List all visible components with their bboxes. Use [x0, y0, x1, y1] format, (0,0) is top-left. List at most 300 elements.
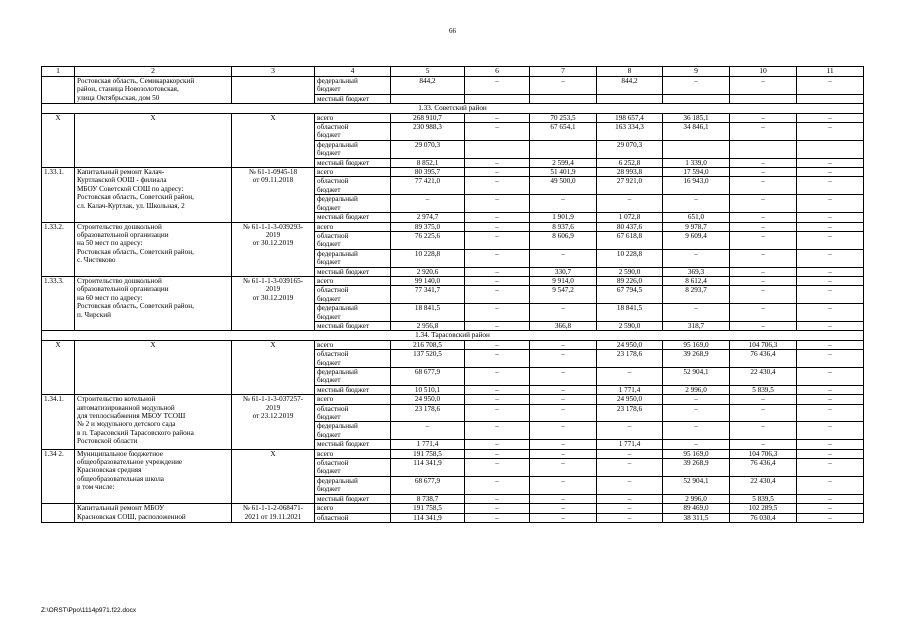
value-cell	[530, 94, 597, 103]
value-cell: –	[797, 195, 864, 213]
document-number: Х	[232, 449, 315, 503]
value-cell: 9 609,4	[663, 231, 730, 249]
value-cell: –	[663, 422, 730, 440]
funding-source: федеральный бюджет	[315, 476, 391, 494]
funding-source: местный бюджет	[315, 385, 391, 394]
document-number: № 61-1-1-3-039293- 2019 от 30.12.2019	[232, 222, 315, 276]
value-cell: –	[465, 440, 530, 449]
value-cell: 1 901,9	[530, 213, 597, 222]
value-cell: 51 401,9	[530, 168, 597, 177]
value-cell: –	[530, 340, 597, 349]
value-cell: 2 590,0	[597, 267, 663, 276]
value-cell	[797, 140, 864, 158]
value-cell: –	[797, 513, 864, 522]
value-cell: 36 185,1	[663, 113, 730, 122]
value-cell: 76 225,6	[391, 231, 465, 249]
value-cell: 191 758,5	[391, 449, 465, 458]
value-cell: 52 904,1	[663, 368, 730, 386]
value-cell: –	[663, 395, 730, 404]
funding-source: областной бюджет	[315, 350, 391, 368]
funding-source: федеральный бюджет	[315, 304, 391, 322]
value-cell: –	[730, 177, 797, 195]
value-cell: –	[730, 249, 797, 267]
item-number: 1.34.1.	[42, 395, 75, 449]
value-cell: 80 437,6	[597, 222, 663, 231]
value-cell: –	[663, 195, 730, 213]
value-cell: 89 375,0	[391, 222, 465, 231]
value-cell: 49 500,0	[530, 177, 597, 195]
funding-source: всего	[315, 504, 391, 513]
value-cell: –	[730, 123, 797, 141]
value-cell: 67 794,5	[597, 286, 663, 304]
funding-source: местный бюджет	[315, 213, 391, 222]
value-cell: –	[797, 385, 864, 394]
value-cell: 1 771,4	[597, 440, 663, 449]
document-number: № 61-1-1-2-068471- 2021 от 19.11.2021	[232, 504, 315, 523]
budget-table	[41, 66, 864, 523]
value-cell: –	[797, 267, 864, 276]
value-cell: –	[465, 340, 530, 349]
value-cell	[730, 94, 797, 103]
value-cell: 67 618,8	[597, 231, 663, 249]
value-cell: 114 341,9	[391, 459, 465, 477]
value-cell: –	[597, 494, 663, 503]
document-number: № 61-1-0945-18 от 09.11.2018	[232, 168, 315, 222]
value-cell: –	[465, 213, 530, 222]
funding-source: всего	[315, 395, 391, 404]
funding-source: всего	[315, 113, 391, 122]
value-cell: 216 708,5	[391, 340, 465, 349]
value-cell: 24 950,0	[597, 340, 663, 349]
value-cell: –	[730, 195, 797, 213]
section-title: 1.33. Советский район	[42, 104, 864, 113]
value-cell: –	[663, 304, 730, 322]
value-cell: 1 771,4	[391, 440, 465, 449]
value-cell: –	[530, 440, 597, 449]
value-cell: 68 677,9	[391, 368, 465, 386]
value-cell: –	[530, 249, 597, 267]
item-number: 1.34 2.	[42, 449, 75, 503]
value-cell	[663, 94, 730, 103]
value-cell: –	[663, 404, 730, 422]
column-header-7: 7	[530, 67, 597, 77]
funding-source: областной бюджет	[315, 177, 391, 195]
value-cell: –	[730, 168, 797, 177]
funding-source: областной бюджет	[315, 459, 391, 477]
value-cell: –	[530, 494, 597, 503]
value-cell: –	[730, 231, 797, 249]
value-cell: –	[797, 504, 864, 513]
value-cell: –	[730, 440, 797, 449]
value-cell: –	[797, 113, 864, 122]
value-cell: 9 547,2	[530, 286, 597, 304]
funding-source: федеральный бюджет	[315, 77, 391, 95]
item-number	[42, 504, 75, 523]
column-header-6: 6	[465, 67, 530, 77]
value-cell: –	[465, 249, 530, 267]
value-cell: –	[530, 504, 597, 513]
value-cell: –	[797, 249, 864, 267]
value-cell: –	[597, 368, 663, 386]
value-cell: 8 293,7	[663, 286, 730, 304]
value-cell: 77 341,7	[391, 286, 465, 304]
value-cell: –	[465, 222, 530, 231]
column-header-8: 8	[597, 67, 663, 77]
value-cell: –	[797, 494, 864, 503]
object-name: Капитальный ремонт Калач- Куртлакской ООШ - филиала МБОУ Советской СОШ по адресу: Ростовская область, Советский район, сл. Калач-Куртлак, ул. Школьная, 2	[75, 168, 232, 222]
value-cell: –	[465, 449, 530, 458]
value-cell: –	[391, 422, 465, 440]
value-cell: –	[465, 267, 530, 276]
value-cell: –	[663, 440, 730, 449]
value-cell: 102 289,5	[730, 504, 797, 513]
value-cell: –	[797, 213, 864, 222]
value-cell: –	[530, 195, 597, 213]
value-cell: –	[465, 195, 530, 213]
funding-source: областной бюджет	[315, 404, 391, 422]
value-cell: –	[797, 476, 864, 494]
value-cell: –	[465, 350, 530, 368]
value-cell: 29 070,3	[391, 140, 465, 158]
value-cell: –	[465, 395, 530, 404]
value-cell: –	[465, 158, 530, 167]
value-cell: 76 436,4	[730, 350, 797, 368]
value-cell: 10 510,1	[391, 385, 465, 394]
object-name: Ростовская область, Семикаракорский район, станица Новозолотовская, улица Октябрьская, дом 50	[75, 77, 232, 104]
value-cell: 2 956,8	[391, 321, 465, 330]
value-cell: –	[465, 459, 530, 477]
value-cell: –	[465, 286, 530, 304]
value-cell: 38 311,5	[663, 513, 730, 522]
value-cell: 68 677,9	[391, 476, 465, 494]
value-cell: 5 839,5	[730, 385, 797, 394]
funding-source: областной	[315, 513, 391, 522]
value-cell	[465, 140, 530, 158]
value-cell: –	[730, 213, 797, 222]
value-cell	[663, 140, 730, 158]
column-header-11: 11	[797, 67, 864, 77]
value-cell: 2 996,0	[663, 494, 730, 503]
value-cell: 369,3	[663, 267, 730, 276]
value-cell: –	[797, 77, 864, 95]
value-cell: –	[730, 158, 797, 167]
item-number: Х	[42, 340, 75, 394]
value-cell: –	[663, 249, 730, 267]
value-cell: 17 594,0	[663, 168, 730, 177]
value-cell: 23 178,6	[597, 404, 663, 422]
value-cell: 844,2	[597, 77, 663, 95]
value-cell: 230 988,3	[391, 123, 465, 141]
funding-source: федеральный бюджет	[315, 195, 391, 213]
value-cell: –	[730, 267, 797, 276]
document-number: Х	[232, 113, 315, 167]
value-cell: –	[597, 513, 663, 522]
value-cell: 80 395,7	[391, 168, 465, 177]
value-cell: 10 228,8	[391, 249, 465, 267]
value-cell: 6 252,8	[597, 158, 663, 167]
document-number	[232, 77, 315, 104]
value-cell: 99 140,0	[391, 276, 465, 285]
budget-table-container	[41, 66, 863, 523]
value-cell: –	[465, 494, 530, 503]
value-cell: –	[797, 459, 864, 477]
value-cell: –	[530, 77, 597, 95]
value-cell: 29 070,3	[597, 140, 663, 158]
value-cell: –	[465, 476, 530, 494]
value-cell: –	[597, 195, 663, 213]
footer-file-path: Z:\ORST\Ppo\1114p971.f22.docx	[41, 607, 137, 614]
section-row	[42, 104, 864, 113]
funding-source: местный бюджет	[315, 440, 391, 449]
object-name: Строительство котельной автоматизированной модульной для теплоснабжения МБОУ ТСОШ № 2 и модульного детского сада в п. Тарасовский Тарасовского района Ростовской области	[75, 395, 232, 449]
value-cell: –	[730, 304, 797, 322]
value-cell: 8 852,1	[391, 158, 465, 167]
value-cell: 23 178,6	[597, 350, 663, 368]
document-number: № 61-1-1-3-037257- 2019 от 23.12.2019	[232, 395, 315, 449]
value-cell: 28 993,8	[597, 168, 663, 177]
value-cell: 18 841,5	[391, 304, 465, 322]
value-cell: –	[391, 195, 465, 213]
value-cell: –	[530, 422, 597, 440]
column-header-4: 4	[315, 67, 391, 77]
document-number: № 61-1-1-3-039165- 2019 от 30.12.2019	[232, 276, 315, 330]
value-cell: –	[597, 504, 663, 513]
column-header-5: 5	[391, 67, 465, 77]
value-cell: –	[465, 177, 530, 195]
funding-source: федеральный бюджет	[315, 249, 391, 267]
funding-source: федеральный бюджет	[315, 140, 391, 158]
value-cell: 1 339,0	[663, 158, 730, 167]
value-cell: –	[530, 368, 597, 386]
value-cell: 22 430,4	[730, 476, 797, 494]
value-cell: 1 771,4	[597, 385, 663, 394]
value-cell: –	[530, 513, 597, 522]
value-cell: –	[465, 321, 530, 330]
object-name: Строительство дошкольной образовательной организации на 50 мест по адресу: Ростовская область, Советский район, с. Чистяково	[75, 222, 232, 276]
funding-source: областной бюджет	[315, 286, 391, 304]
value-cell: 8 606,9	[530, 231, 597, 249]
section-row	[42, 331, 864, 340]
value-cell: 114 341,9	[391, 513, 465, 522]
column-header-1: 1	[42, 67, 75, 77]
value-cell: 89 469,0	[663, 504, 730, 513]
value-cell: –	[797, 158, 864, 167]
value-cell: 8 612,4	[663, 276, 730, 285]
value-cell: –	[797, 168, 864, 177]
value-cell: 76 436,4	[730, 459, 797, 477]
value-cell: –	[730, 422, 797, 440]
value-cell: 23 178,6	[391, 404, 465, 422]
value-cell: 191 758,5	[391, 504, 465, 513]
value-cell: –	[530, 404, 597, 422]
value-cell: 18 841,5	[597, 304, 663, 322]
value-cell: 2 920,6	[391, 267, 465, 276]
object-name: Муниципальное бюджетное общеобразовательное учреждение Красновская средняя общеобразовательная школа в том числе:	[75, 449, 232, 503]
value-cell: 104 706,3	[730, 449, 797, 458]
value-cell: –	[663, 77, 730, 95]
section-title: 1.34. Тарасовский район	[42, 331, 864, 340]
item-number: 1.33.2.	[42, 222, 75, 276]
value-cell	[530, 140, 597, 158]
value-cell: 39 268,9	[663, 350, 730, 368]
funding-source: федеральный бюджет	[315, 368, 391, 386]
value-cell: 318,7	[663, 321, 730, 330]
value-cell: 366,8	[530, 321, 597, 330]
value-cell: –	[797, 404, 864, 422]
table-row	[42, 449, 864, 458]
value-cell: –	[530, 476, 597, 494]
column-header-10: 10	[730, 67, 797, 77]
value-cell: –	[730, 286, 797, 304]
value-cell: –	[730, 404, 797, 422]
value-cell: 24 950,0	[391, 395, 465, 404]
document-number: Х	[232, 340, 315, 394]
value-cell	[797, 94, 864, 103]
value-cell: –	[797, 449, 864, 458]
value-cell: 70 253,5	[530, 113, 597, 122]
table-row	[42, 504, 864, 513]
value-cell: 95 169,0	[663, 340, 730, 349]
value-cell: –	[465, 77, 530, 95]
funding-source: областной бюджет	[315, 231, 391, 249]
value-cell: 104 706,3	[730, 340, 797, 349]
item-number: 1.33.1.	[42, 168, 75, 222]
value-cell: –	[465, 368, 530, 386]
value-cell: –	[465, 276, 530, 285]
object-name: Х	[75, 113, 232, 167]
object-name: Капитальный ремонт МБОУ Красновская СОШ, расположенной	[75, 504, 232, 523]
value-cell: –	[465, 168, 530, 177]
value-cell: 651,0	[663, 213, 730, 222]
object-name: Х	[75, 340, 232, 394]
funding-source: всего	[315, 222, 391, 231]
value-cell: –	[597, 459, 663, 477]
value-cell: –	[465, 304, 530, 322]
value-cell: 89 226,0	[597, 276, 663, 285]
value-cell: –	[797, 304, 864, 322]
funding-source: областной бюджет	[315, 123, 391, 141]
item-number: 1.33.3.	[42, 276, 75, 330]
column-header-2: 2	[75, 67, 232, 77]
page-number: 66	[449, 27, 456, 35]
value-cell: –	[465, 513, 530, 522]
value-cell: 137 520,5	[391, 350, 465, 368]
funding-source: всего	[315, 340, 391, 349]
value-cell: 198 657,4	[597, 113, 663, 122]
value-cell: 268 910,7	[391, 113, 465, 122]
value-cell: –	[465, 385, 530, 394]
value-cell: 8 738,7	[391, 494, 465, 503]
value-cell: 10 228,8	[597, 249, 663, 267]
funding-source: местный бюджет	[315, 267, 391, 276]
funding-source: всего	[315, 168, 391, 177]
value-cell: 330,7	[530, 267, 597, 276]
value-cell: –	[465, 231, 530, 249]
table-row	[42, 276, 864, 285]
table-row	[42, 395, 864, 404]
value-cell: 76 030,4	[730, 513, 797, 522]
value-cell: –	[730, 321, 797, 330]
value-cell: 844,2	[391, 77, 465, 95]
value-cell: –	[465, 504, 530, 513]
value-cell: –	[730, 77, 797, 95]
value-cell: –	[797, 321, 864, 330]
value-cell	[391, 94, 465, 103]
funding-source: местный бюджет	[315, 321, 391, 330]
table-row	[42, 340, 864, 349]
value-cell: –	[730, 222, 797, 231]
value-cell: –	[465, 123, 530, 141]
funding-source: всего	[315, 449, 391, 458]
table-row	[42, 77, 864, 95]
value-cell: –	[465, 113, 530, 122]
value-cell: 16 943,0	[663, 177, 730, 195]
value-cell: –	[530, 350, 597, 368]
value-cell: 2 996,0	[663, 385, 730, 394]
value-cell: –	[597, 476, 663, 494]
value-cell: 34 846,1	[663, 123, 730, 141]
value-cell	[597, 94, 663, 103]
header-row	[42, 67, 864, 77]
value-cell: –	[797, 231, 864, 249]
value-cell: –	[530, 304, 597, 322]
value-cell: –	[465, 404, 530, 422]
value-cell: –	[797, 286, 864, 304]
value-cell: 163 334,3	[597, 123, 663, 141]
table-row	[42, 222, 864, 231]
value-cell	[730, 140, 797, 158]
value-cell: 1 072,8	[597, 213, 663, 222]
column-header-9: 9	[663, 67, 730, 77]
funding-source: федеральный бюджет	[315, 422, 391, 440]
funding-source: всего	[315, 276, 391, 285]
value-cell: 67 654,1	[530, 123, 597, 141]
value-cell: 9 978,7	[663, 222, 730, 231]
value-cell: –	[797, 340, 864, 349]
funding-source: местный бюджет	[315, 94, 391, 103]
table-row	[42, 168, 864, 177]
value-cell: –	[797, 395, 864, 404]
value-cell: –	[530, 385, 597, 394]
value-cell: –	[797, 350, 864, 368]
value-cell: –	[797, 177, 864, 195]
value-cell: –	[730, 395, 797, 404]
item-number	[42, 77, 75, 104]
object-name: Строительство дошкольной образовательной организации на 60 мест по адресу: Ростовская область, Советский район, п. Чирский	[75, 276, 232, 330]
value-cell: 5 839,5	[730, 494, 797, 503]
value-cell: –	[797, 368, 864, 386]
value-cell: –	[797, 276, 864, 285]
value-cell: 22 430,4	[730, 368, 797, 386]
funding-source: местный бюджет	[315, 494, 391, 503]
value-cell: –	[797, 440, 864, 449]
funding-source: местный бюджет	[315, 158, 391, 167]
value-cell: –	[797, 422, 864, 440]
value-cell: –	[797, 222, 864, 231]
value-cell: 8 937,6	[530, 222, 597, 231]
value-cell: –	[530, 459, 597, 477]
value-cell: 2 974,7	[391, 213, 465, 222]
value-cell: 9 914,0	[530, 276, 597, 285]
value-cell: –	[597, 422, 663, 440]
value-cell: –	[730, 276, 797, 285]
value-cell: 2 599,4	[530, 158, 597, 167]
value-cell: –	[465, 422, 530, 440]
value-cell: –	[530, 449, 597, 458]
value-cell: 77 421,0	[391, 177, 465, 195]
value-cell: –	[797, 123, 864, 141]
table-row	[42, 113, 864, 122]
